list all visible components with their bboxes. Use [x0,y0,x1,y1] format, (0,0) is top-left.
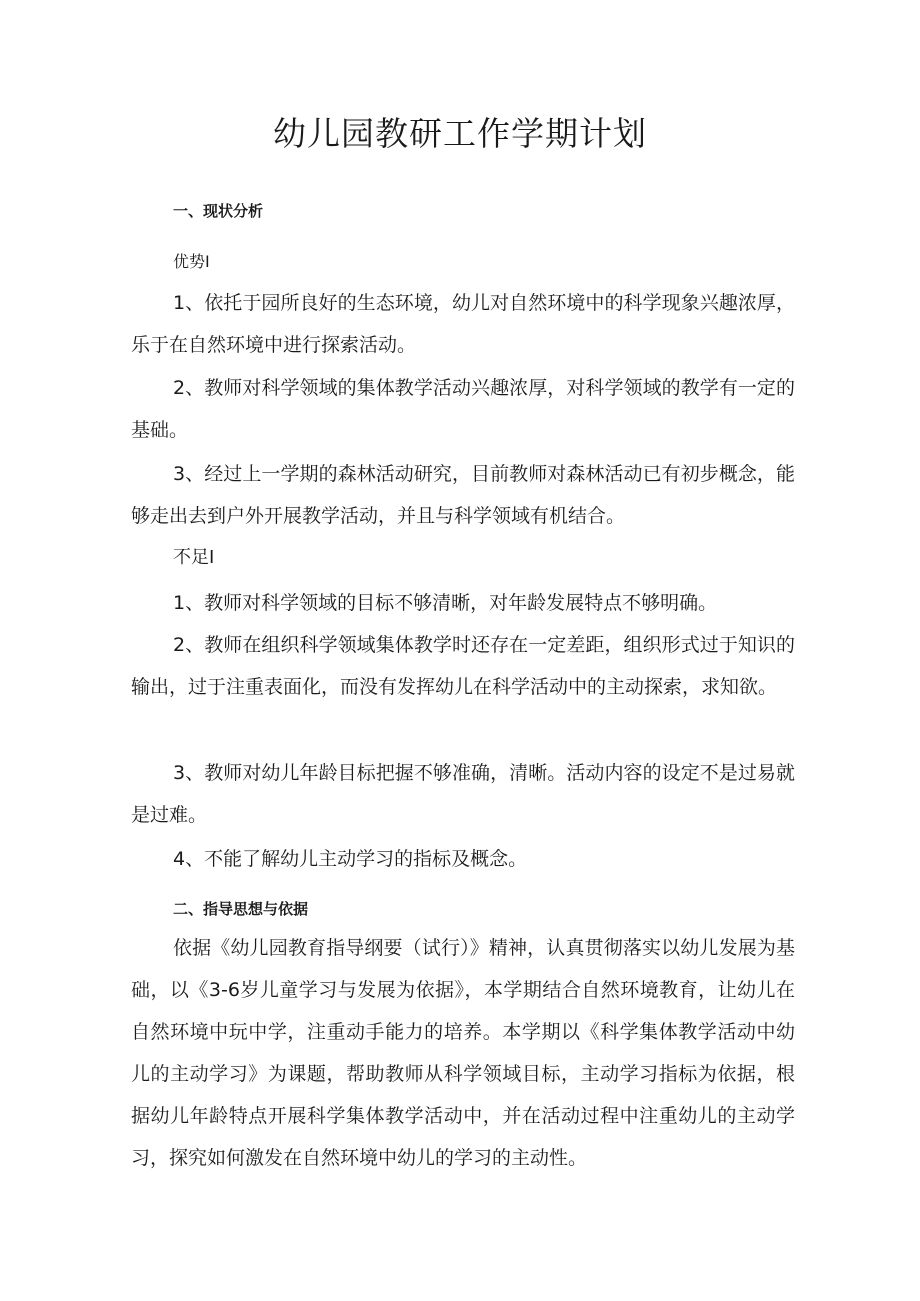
document-title: 幼儿园教研工作学期计划 [273,114,647,153]
weakness-item: 2、教师在组织科学领域集体教学时还存在一定差距，组织形式过于知识的输出，过于注重表面化，而没有发挥幼儿在科学活动中的主动探索，求知欲。 [131,634,795,698]
strength-item: 2、教师对科学领域的集体教学活动兴趣浓厚，对科学领域的教学有一定的基础。 [131,377,795,441]
weakness-item: 4、不能了解幼儿主动学习的指标及概念。 [173,848,528,870]
section-heading-analysis: 一、现状分析 [173,202,264,220]
strength-item: 3、经过上一学期的森林活动研究，目前教师对森林活动已有初步概念，能够走出去到户外开展教学活动，并且与科学领域有机结合。 [131,463,795,527]
guidance-paragraph: 依据《幼儿园教育指导纲要（试行）》精神，认真贯彻落实以幼儿发展为基础，以《3-6岁儿童学习与发展为依据》，本学期结合自然环境教育，让幼儿在自然环境中玩中学，注重动手能力的培养。本学期以《科学集体教学活动中幼儿的主动学习》为课题，帮助教师从科学领域目标，主动学习指标为依据，根据幼儿年龄特点开展科学集体教学活动中，并在活动过程中注重幼儿的主动学习，探究如何激发在自然环境中幼儿的学习的主动性。 [131,937,795,1169]
strength-item: 1、依托于园所良好的生态环境，幼儿对自然环境中的科学现象兴趣浓厚，乐于在自然环境中进行探索活动。 [131,292,795,356]
strengths-label: 优势I [173,252,210,271]
section-heading-guidance: 二、指导思想与依据 [173,900,309,918]
weaknesses-label: 不足I [173,547,215,568]
weakness-item: 1、教师对科学领域的目标不够清晰，对年龄发展特点不够明确。 [173,592,718,614]
weakness-item: 3、教师对幼儿年龄目标把握不够准确，清晰。活动内容的设定不是过易就是过难。 [131,762,795,826]
